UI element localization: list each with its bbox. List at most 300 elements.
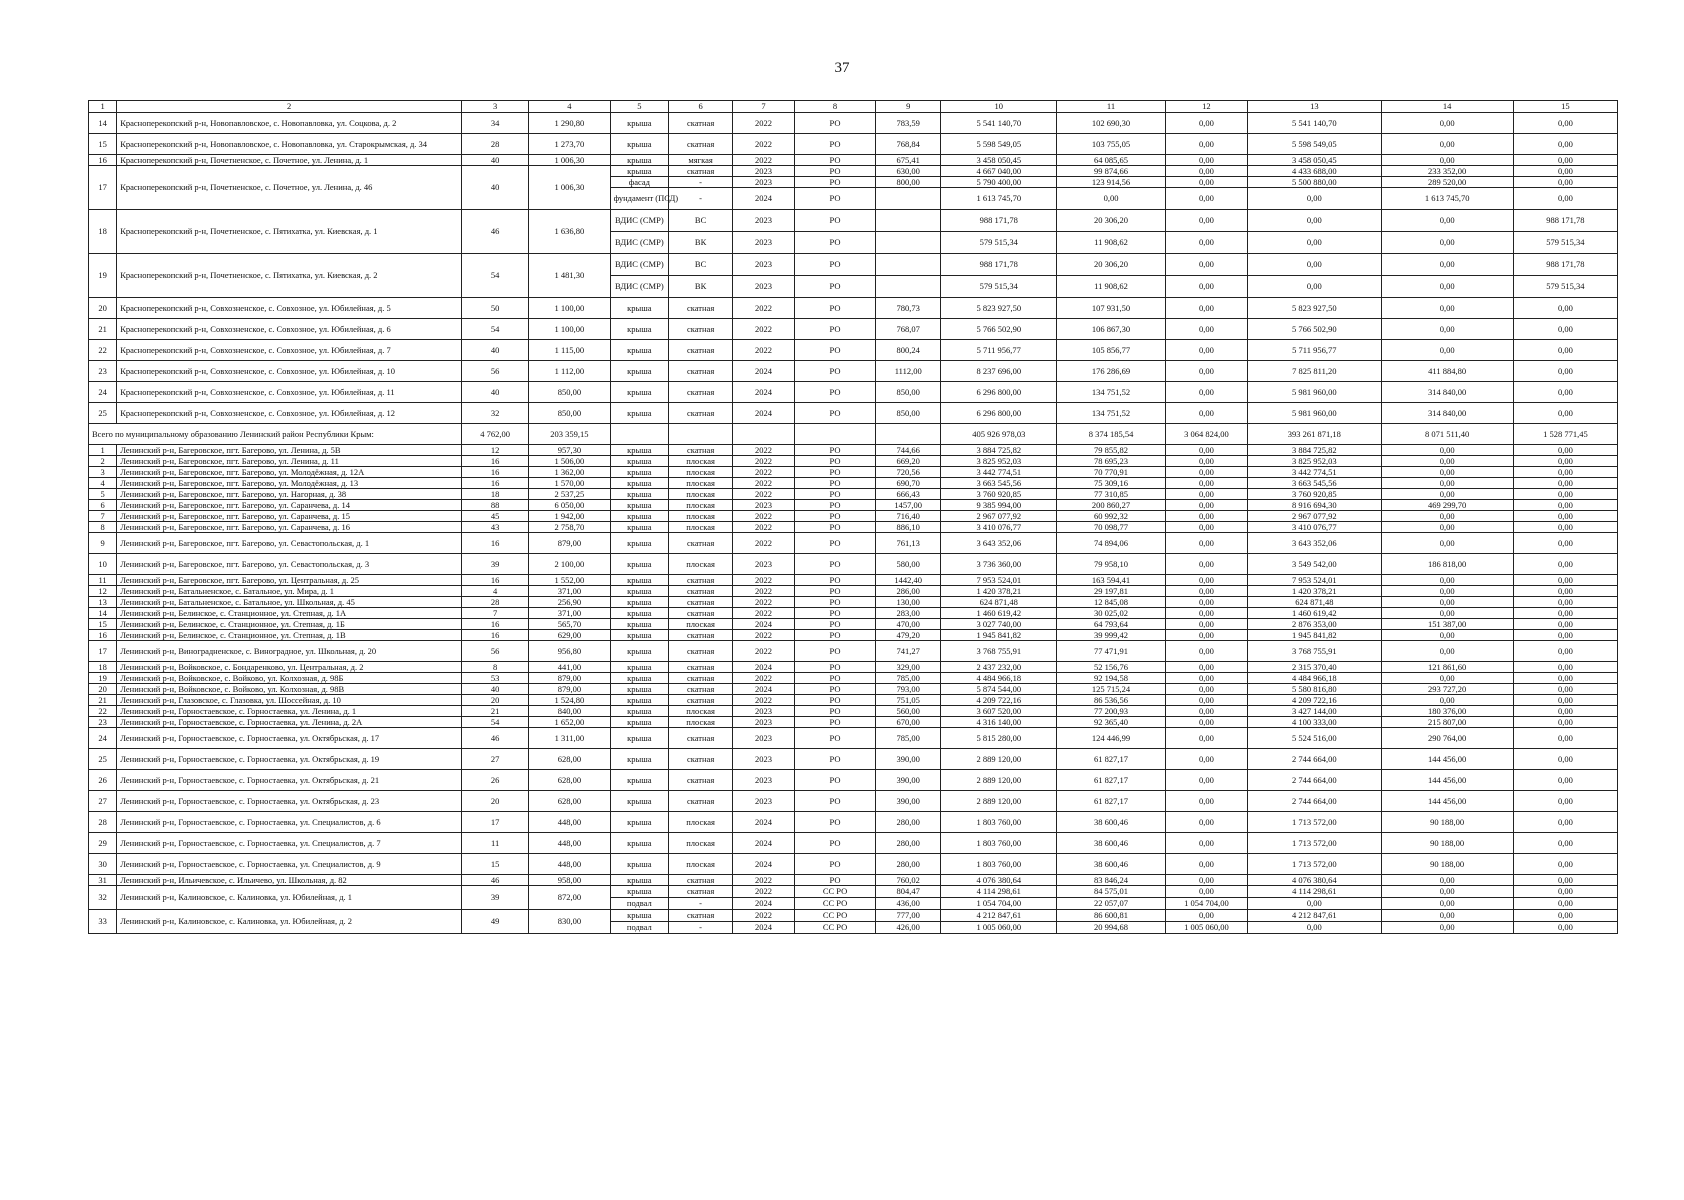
row-number: 24 [89,382,117,403]
row-number: 21 [89,319,117,340]
cell-el: крыша [610,910,669,922]
row-number: 11 [89,575,117,586]
cell-c15: 0,00 [1513,886,1617,898]
cell-y: 2022 [733,695,795,706]
cell-c14: 0,00 [1381,340,1513,361]
area-cell: 1 115,00 [529,340,610,361]
cell-c15: 0,00 [1513,854,1617,875]
cell-c12: 1 054 704,00 [1165,898,1247,910]
cell-c12: 0,00 [1165,511,1247,522]
cell-t: скатная [669,586,733,597]
cell-c14: 469 299,70 [1381,500,1513,511]
cell-tot: 4 076 380,64 [941,875,1057,886]
cell-y: 2024 [733,619,795,630]
cell-c13: 2 967 077,92 [1248,511,1381,522]
cell-c11: 103 755,05 [1057,134,1165,155]
total-area: 203 359,15 [529,424,610,445]
area-cell: 1 362,00 [529,467,610,478]
cell-c14: 1 613 745,70 [1381,188,1513,210]
table-row [89,467,1618,478]
cell-c13: 4 433 688,00 [1248,166,1381,177]
table-row [89,210,1618,232]
area-cell: 879,00 [529,684,610,695]
cell-c12: 0,00 [1165,298,1247,319]
address-cell: Ленинский р-н, Горностаевское, с. Горностаевка, ул. Специалистов, д. 7 [117,833,462,854]
cell-c15: 0,00 [1513,382,1617,403]
cell-c14: 0,00 [1381,155,1513,166]
cell-tot: 1 420 378,21 [941,586,1057,597]
area-cell: 6 050,00 [529,500,610,511]
cell-tot: 5 711 956,77 [941,340,1057,361]
cell-c12: 0,00 [1165,791,1247,812]
cell-el: крыша [610,478,669,489]
row-number: 28 [89,812,117,833]
cell-tot: 5 598 549,05 [941,134,1057,155]
cell-el: крыша [610,340,669,361]
cell-t: скатная [669,684,733,695]
cell-el: ВДИС (СМР) [610,254,669,276]
cell-el: фасад [610,177,669,188]
cell-c15: 0,00 [1513,922,1617,934]
cell-c12: 0,00 [1165,695,1247,706]
cell-y: 2023 [733,728,795,749]
cell-src: РО [794,166,875,177]
address-cell: Красноперекопский р-н, Совхозненское, с. Совхозное, ул. Юбилейная, д. 11 [117,382,462,403]
area-cell: 256,90 [529,597,610,608]
cell-tot: 4 114 298,61 [941,886,1057,898]
cell-c11: 123 914,56 [1057,177,1165,188]
cell-y: 2022 [733,456,795,467]
cell-c11: 107 931,50 [1057,298,1165,319]
cell-src: РО [794,533,875,554]
cell-y: 2022 [733,533,795,554]
cell-c14: 0,00 [1381,456,1513,467]
table-row [89,500,1618,511]
row-number: 19 [89,673,117,684]
cell-tot: 2 967 077,92 [941,511,1057,522]
cell-c14: 0,00 [1381,597,1513,608]
cell-c13: 1 713 572,00 [1248,854,1381,875]
cell-c14: 411 884,80 [1381,361,1513,382]
cell-t: скатная [669,695,733,706]
floors-cell: 40 [462,155,529,166]
floors-cell: 21 [462,706,529,717]
cell-t: плоская [669,500,733,511]
row-number: 12 [89,586,117,597]
cell-tot: 3 768 755,91 [941,641,1057,662]
cell-c11: 20 306,20 [1057,210,1165,232]
cell-c14: 233 352,00 [1381,166,1513,177]
cell-src: РО [794,770,875,791]
total-cost: 405 926 978,03 [941,424,1057,445]
address-cell: Красноперекопский р-н, Новопавловское, с. Новопавловка, ул. Соцкова, д. 2 [117,113,462,134]
column-number: 12 [1165,101,1247,113]
cell-el: крыша [610,717,669,728]
cell-tot: 1 803 760,00 [941,833,1057,854]
table-row [89,673,1618,684]
cell-src: РО [794,134,875,155]
column-number: 15 [1513,101,1617,113]
address-cell: Ленинский р-н, Горностаевское, с. Горностаевка, ул. Специалистов, д. 6 [117,812,462,833]
cell-tot: 988 171,78 [941,210,1057,232]
cell-y: 2023 [733,232,795,254]
table-row [89,113,1618,134]
cell-c11: 77 471,91 [1057,641,1165,662]
cell-c13: 2 744 664,00 [1248,749,1381,770]
cell-el: крыша [610,641,669,662]
cell-src: СС РО [794,922,875,934]
cell-c13: 5 500 880,00 [1248,177,1381,188]
cell-tot: 6 296 800,00 [941,382,1057,403]
cell-c12: 0,00 [1165,770,1247,791]
cell-c13: 4 076 380,64 [1248,875,1381,886]
cell-c11: 124 446,99 [1057,728,1165,749]
address-cell: Красноперекопский р-н, Совхозненское, с. Совхозное, ул. Юбилейная, д. 5 [117,298,462,319]
cell-src: РО [794,662,875,673]
area-cell: 1 100,00 [529,298,610,319]
cell-el: ВДИС (СМР) [610,232,669,254]
cell-y: 2022 [733,608,795,619]
cell-p: 744,66 [876,445,941,456]
address-cell: Красноперекопский р-н, Почетненское, с. Пятихатка, ул. Киевская, д. 1 [117,210,462,254]
cell-p [876,254,941,276]
cell-t: мягкая [669,155,733,166]
cell-el: крыша [610,445,669,456]
floors-cell: 40 [462,684,529,695]
cell-y: 2024 [733,382,795,403]
cell-el: крыша [610,522,669,533]
table-row [89,478,1618,489]
cell-y: 2022 [733,113,795,134]
total-c13: 393 261 871,18 [1248,424,1381,445]
cell-c12: 0,00 [1165,445,1247,456]
cell-p: 280,00 [876,854,941,875]
cell-c13: 8 916 694,30 [1248,500,1381,511]
cell-p: 390,00 [876,791,941,812]
page-number: 37 [834,60,850,76]
column-number: 1 [89,101,117,113]
floors-cell: 16 [462,619,529,630]
cell-p: 1442,40 [876,575,941,586]
cell-y: 2024 [733,188,795,210]
cell-t: скатная [669,575,733,586]
cell-el: крыша [610,113,669,134]
table-row [89,608,1618,619]
cell-el: крыша [610,728,669,749]
header-row [89,101,1618,113]
area-cell: 448,00 [529,833,610,854]
floors-cell: 12 [462,445,529,456]
row-number: 13 [89,597,117,608]
row-number: 23 [89,361,117,382]
cell-tot: 1 803 760,00 [941,854,1057,875]
cell-c11: 29 197,81 [1057,586,1165,597]
cell-c14: 0,00 [1381,511,1513,522]
cell-src: РО [794,232,875,254]
row-number: 18 [89,210,117,254]
cell-c14: 144 456,00 [1381,791,1513,812]
cell-y: 2022 [733,340,795,361]
cell-c12: 0,00 [1165,522,1247,533]
cell-c15: 0,00 [1513,489,1617,500]
cell-p: 690,70 [876,478,941,489]
row-number: 15 [89,134,117,155]
cell-c12: 0,00 [1165,875,1247,886]
cell-c14: 314 840,00 [1381,382,1513,403]
cell-c11: 102 690,30 [1057,113,1165,134]
cell-c15: 0,00 [1513,575,1617,586]
cell-c15: 0,00 [1513,684,1617,695]
cell-c11: 77 310,85 [1057,489,1165,500]
cell-c14: 0,00 [1381,298,1513,319]
cell-y: 2023 [733,791,795,812]
cell-c14: 0,00 [1381,134,1513,155]
cell-tot: 988 171,78 [941,254,1057,276]
cell-y: 2022 [733,134,795,155]
address-cell: Ленинский р-н, Горностаевское, с. Горностаевка, ул. Октябрьская, д. 21 [117,770,462,791]
cell-c12: 0,00 [1165,533,1247,554]
cell-p: 804,47 [876,886,941,898]
floors-cell: 11 [462,833,529,854]
area-cell: 628,00 [529,770,610,791]
cell-c15: 0,00 [1513,188,1617,210]
cell-c11: 60 992,32 [1057,511,1165,522]
cell-c11: 84 575,01 [1057,886,1165,898]
table-row [89,456,1618,467]
cell-c14: 0,00 [1381,875,1513,886]
cell-p: 800,24 [876,340,941,361]
cell-y: 2024 [733,833,795,854]
row-number: 4 [89,478,117,489]
cell-c13: 5 823 927,50 [1248,298,1381,319]
floors-cell: 20 [462,695,529,706]
floors-cell: 27 [462,749,529,770]
cell-c15: 0,00 [1513,478,1617,489]
column-number: 8 [794,101,875,113]
area-cell: 872,00 [529,886,610,910]
cell-p: 669,20 [876,456,941,467]
cell-tot: 3 458 050,45 [941,155,1057,166]
address-cell: Ленинский р-н, Войковское, с. Войково, ул. Колхозная, д. 98В [117,684,462,695]
cell-tot: 624 871,48 [941,597,1057,608]
cell-el: крыша [610,619,669,630]
cell-t: плоская [669,467,733,478]
cell-t: скатная [669,445,733,456]
area-cell: 1 290,80 [529,113,610,134]
cell-t: плоская [669,456,733,467]
cell-c12: 0,00 [1165,673,1247,684]
table-row [89,728,1618,749]
cell-el: крыша [610,875,669,886]
cell-t: скатная [669,361,733,382]
cell-c11: 78 695,23 [1057,456,1165,467]
address-cell: Ленинский р-н, Белинское, с. Станционное, ул. Степная, д. 1А [117,608,462,619]
cell-src: РО [794,382,875,403]
cell-c13: 5 711 956,77 [1248,340,1381,361]
floors-cell: 16 [462,575,529,586]
table-row [89,489,1618,500]
cell-c13: 5 541 140,70 [1248,113,1381,134]
cell-t: плоская [669,717,733,728]
address-cell: Ленинский р-н, Горностаевское, с. Горностаевка, ул. Ленина, д. 2А [117,717,462,728]
row-number: 20 [89,298,117,319]
cell-p: 630,00 [876,166,941,177]
cell-c13: 3 884 725,82 [1248,445,1381,456]
cell-y: 2022 [733,886,795,898]
address-cell: Красноперекопский р-н, Почетненское, с. Почетное, ул. Ленина, д. 1 [117,155,462,166]
cell-c15: 0,00 [1513,597,1617,608]
table-row [89,554,1618,575]
cell-c11: 92 365,40 [1057,717,1165,728]
cell-el: крыша [610,854,669,875]
cell-p: 479,20 [876,630,941,641]
cell-c13: 5 598 549,05 [1248,134,1381,155]
cell-c14: 0,00 [1381,898,1513,910]
floors-cell: 8 [462,662,529,673]
row-number: 2 [89,456,117,467]
cell-c14: 90 188,00 [1381,833,1513,854]
cell-c11: 12 845,08 [1057,597,1165,608]
cell-c11: 83 846,24 [1057,875,1165,886]
cell-el: крыша [610,749,669,770]
cell-y: 2022 [733,586,795,597]
cell-c12: 0,00 [1165,340,1247,361]
cell-p: 761,13 [876,533,941,554]
cell-el: крыша [610,608,669,619]
cell-y: 2022 [733,155,795,166]
address-cell: Ленинский р-н, Калиновское, с. Калиновка, ул. Юбилейная, д. 1 [117,886,462,910]
floors-cell: 16 [462,533,529,554]
cell-tot: 3 643 352,06 [941,533,1057,554]
cell-p: 670,00 [876,717,941,728]
cell-c14: 0,00 [1381,276,1513,298]
table-row [89,791,1618,812]
cell-c15: 0,00 [1513,554,1617,575]
cell-c14: 144 456,00 [1381,770,1513,791]
area-cell: 1 506,00 [529,456,610,467]
cell-c12: 0,00 [1165,361,1247,382]
cell-c11: 38 600,46 [1057,854,1165,875]
table-row [89,586,1618,597]
table-row [89,662,1618,673]
cell-t: скатная [669,340,733,361]
cell-y: 2023 [733,770,795,791]
cell-y: 2022 [733,445,795,456]
cell-c11: 52 156,76 [1057,662,1165,673]
cell-t: скатная [669,403,733,424]
cell-tot: 1 803 760,00 [941,812,1057,833]
table-row [89,511,1618,522]
area-cell: 441,00 [529,662,610,673]
cell-t: плоская [669,554,733,575]
cell-tot: 4 667 040,00 [941,166,1057,177]
floors-cell: 39 [462,886,529,910]
area-cell: 957,30 [529,445,610,456]
cell-el: ВДИС (СМР) [610,210,669,232]
cell-el: крыша [610,554,669,575]
cell-c15: 988 171,78 [1513,254,1617,276]
cell-tot: 7 953 524,01 [941,575,1057,586]
cell-y: 2022 [733,910,795,922]
row-number: 29 [89,833,117,854]
row-number: 1 [89,445,117,456]
address-cell: Ленинский р-н, Ильичевское, с. Ильичево, ул. Школьная, д. 82 [117,875,462,886]
total-floors: 4 762,00 [462,424,529,445]
cell-el: крыша [610,134,669,155]
address-cell: Ленинский р-н, Виноградненское, с. Виноградное, ул. Школьная, д. 20 [117,641,462,662]
cell-c14: 215 807,00 [1381,717,1513,728]
cell-c11: 99 874,66 [1057,166,1165,177]
column-number: 14 [1381,101,1513,113]
table-row [89,319,1618,340]
address-cell: Ленинский р-н, Багеровское, пгт. Багерово, ул. Молодёжная, д. 12А [117,467,462,478]
cell-c14: 0,00 [1381,586,1513,597]
cell-c13: 5 981 960,00 [1248,403,1381,424]
cell-src: РО [794,833,875,854]
cell-src: РО [794,276,875,298]
cell-y: 2023 [733,706,795,717]
cell-c11: 86 536,56 [1057,695,1165,706]
cell-c11: 75 309,16 [1057,478,1165,489]
cell-y: 2022 [733,478,795,489]
address-cell: Красноперекопский р-н, Почетненское, с. Пятихатка, ул. Киевская, д. 2 [117,254,462,298]
area-cell: 1 112,00 [529,361,610,382]
cell-el: крыша [610,833,669,854]
total-label: Всего по муниципальному образованию Ленинский район Республики Крым: [89,424,462,445]
cell-c11: 134 751,52 [1057,382,1165,403]
cell-tot: 5 815 280,00 [941,728,1057,749]
cell-c13: 4 209 722,16 [1248,695,1381,706]
cell-c14: 293 727,20 [1381,684,1513,695]
address-cell: Ленинский р-н, Горностаевское, с. Горностаевка, ул. Октябрьская, д. 17 [117,728,462,749]
cell-y: 2022 [733,467,795,478]
cell-c12: 0,00 [1165,717,1247,728]
address-cell: Ленинский р-н, Багеровское, пгт. Багерово, ул. Севастопольская, д. 1 [117,533,462,554]
cell-p: 850,00 [876,382,941,403]
area-cell: 628,00 [529,791,610,812]
cell-t: плоская [669,619,733,630]
cell-c12: 1 005 060,00 [1165,922,1247,934]
area-cell: 629,00 [529,630,610,641]
cell-src: РО [794,500,875,511]
cell-src: РО [794,812,875,833]
cell-c11: 39 999,42 [1057,630,1165,641]
row-number: 14 [89,608,117,619]
cell-t: скатная [669,875,733,886]
cell-c14: 0,00 [1381,319,1513,340]
cell-src: РО [794,489,875,500]
cell-c12: 0,00 [1165,554,1247,575]
cell-t: ВС [669,210,733,232]
table-row [89,749,1618,770]
cell-t: скатная [669,533,733,554]
floors-cell: 20 [462,791,529,812]
table-row [89,597,1618,608]
cell-p: 793,00 [876,684,941,695]
column-number: 13 [1248,101,1381,113]
cell-c13: 0,00 [1248,898,1381,910]
cell-tot: 3 825 952,03 [941,456,1057,467]
cell-src: РО [794,554,875,575]
cell-tot: 2 889 120,00 [941,770,1057,791]
cell-p: 716,40 [876,511,941,522]
area-cell: 2 100,00 [529,554,610,575]
row-number: 32 [89,886,117,910]
cell-c13: 0,00 [1248,210,1381,232]
cell-y: 2024 [733,361,795,382]
area-cell: 1 524,80 [529,695,610,706]
cell-y: 2022 [733,489,795,500]
